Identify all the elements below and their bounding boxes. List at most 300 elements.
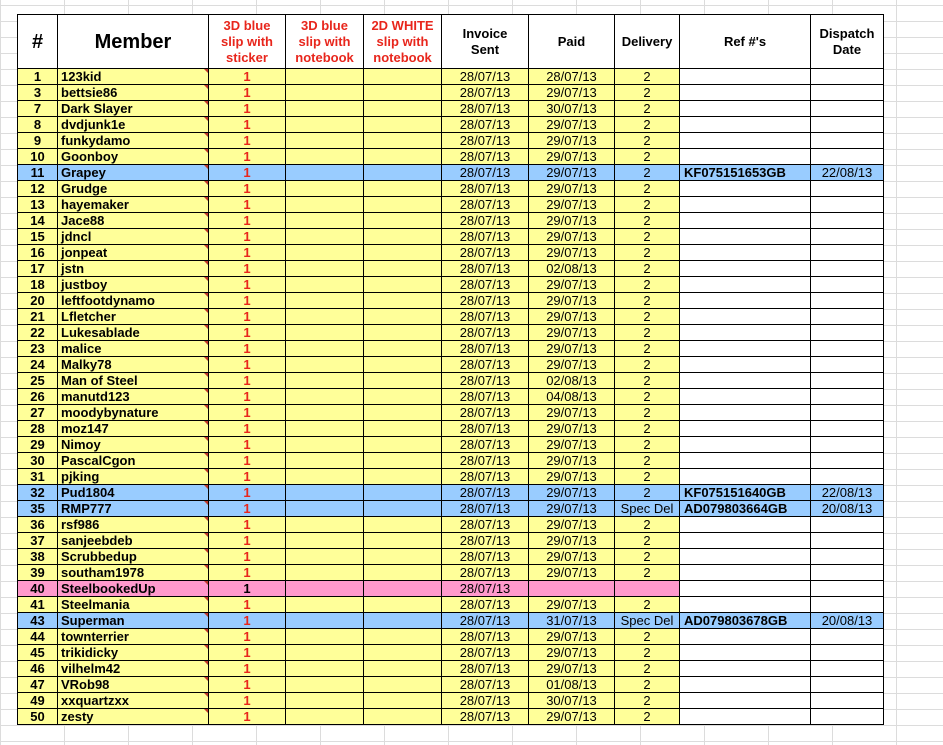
cell-ref[interactable]: KF075151640GB	[680, 485, 811, 501]
cell-2d-white-notebook[interactable]	[364, 373, 442, 389]
cell-paid[interactable]: 29/07/13	[529, 437, 615, 453]
cell-delivery[interactable]: 2	[615, 229, 680, 245]
cell-member[interactable]: VRob98	[58, 677, 209, 693]
cell-delivery[interactable]: 2	[615, 325, 680, 341]
cell-ref[interactable]	[680, 597, 811, 613]
cell-3d-blue-sticker[interactable]: 1	[209, 85, 286, 101]
cell-member[interactable]: xxquartzxx	[58, 693, 209, 709]
cell-2d-white-notebook[interactable]	[364, 101, 442, 117]
cell-paid[interactable]: 02/08/13	[529, 373, 615, 389]
cell-number[interactable]: 31	[18, 469, 58, 485]
cell-invoice-sent[interactable]: 28/07/13	[442, 693, 529, 709]
cell-2d-white-notebook[interactable]	[364, 549, 442, 565]
cell-3d-blue-notebook[interactable]	[286, 293, 364, 309]
cell-delivery[interactable]: 2	[615, 661, 680, 677]
cell-2d-white-notebook[interactable]	[364, 613, 442, 629]
cell-3d-blue-sticker[interactable]: 1	[209, 517, 286, 533]
cell-3d-blue-notebook[interactable]	[286, 245, 364, 261]
cell-invoice-sent[interactable]: 28/07/13	[442, 69, 529, 85]
cell-number[interactable]: 29	[18, 437, 58, 453]
cell-member[interactable]: pjking	[58, 469, 209, 485]
cell-3d-blue-notebook[interactable]	[286, 517, 364, 533]
cell-invoice-sent[interactable]: 28/07/13	[442, 709, 529, 725]
cell-dispatch-date[interactable]	[811, 693, 884, 709]
cell-paid[interactable]	[529, 581, 615, 597]
cell-3d-blue-notebook[interactable]	[286, 549, 364, 565]
cell-3d-blue-sticker[interactable]: 1	[209, 661, 286, 677]
cell-paid[interactable]: 29/07/13	[529, 709, 615, 725]
cell-3d-blue-notebook[interactable]	[286, 501, 364, 517]
cell-2d-white-notebook[interactable]	[364, 197, 442, 213]
cell-3d-blue-notebook[interactable]	[286, 101, 364, 117]
cell-number[interactable]: 45	[18, 645, 58, 661]
cell-ref[interactable]	[680, 629, 811, 645]
cell-3d-blue-sticker[interactable]: 1	[209, 69, 286, 85]
cell-member[interactable]: Lfletcher	[58, 309, 209, 325]
cell-3d-blue-sticker[interactable]: 1	[209, 485, 286, 501]
cell-delivery[interactable]: 2	[615, 341, 680, 357]
cell-number[interactable]: 50	[18, 709, 58, 725]
cell-delivery[interactable]: 2	[615, 181, 680, 197]
cell-number[interactable]: 15	[18, 229, 58, 245]
cell-member[interactable]: Pud1804	[58, 485, 209, 501]
cell-dispatch-date[interactable]	[811, 229, 884, 245]
cell-paid[interactable]: 29/07/13	[529, 85, 615, 101]
cell-ref[interactable]	[680, 581, 811, 597]
cell-dispatch-date[interactable]	[811, 469, 884, 485]
cell-paid[interactable]: 30/07/13	[529, 693, 615, 709]
cell-delivery[interactable]: 2	[615, 517, 680, 533]
cell-3d-blue-notebook[interactable]	[286, 421, 364, 437]
cell-ref[interactable]	[680, 309, 811, 325]
cell-paid[interactable]: 01/08/13	[529, 677, 615, 693]
cell-dispatch-date[interactable]	[811, 197, 884, 213]
cell-2d-white-notebook[interactable]	[364, 645, 442, 661]
cell-2d-white-notebook[interactable]	[364, 309, 442, 325]
cell-dispatch-date[interactable]	[811, 389, 884, 405]
cell-invoice-sent[interactable]: 28/07/13	[442, 117, 529, 133]
cell-3d-blue-notebook[interactable]	[286, 629, 364, 645]
cell-3d-blue-sticker[interactable]: 1	[209, 117, 286, 133]
cell-paid[interactable]: 29/07/13	[529, 597, 615, 613]
cell-dispatch-date[interactable]	[811, 101, 884, 117]
cell-ref[interactable]	[680, 181, 811, 197]
cell-3d-blue-notebook[interactable]	[286, 341, 364, 357]
cell-member[interactable]: jonpeat	[58, 245, 209, 261]
cell-delivery[interactable]: 2	[615, 277, 680, 293]
col-header-dispatch-date[interactable]	[811, 15, 884, 69]
cell-member[interactable]: vilhelm42	[58, 661, 209, 677]
cell-ref[interactable]	[680, 101, 811, 117]
cell-3d-blue-notebook[interactable]	[286, 693, 364, 709]
cell-paid[interactable]: 29/07/13	[529, 309, 615, 325]
cell-ref[interactable]	[680, 245, 811, 261]
cell-paid[interactable]: 02/08/13	[529, 261, 615, 277]
cell-member[interactable]: funkydamo	[58, 133, 209, 149]
cell-invoice-sent[interactable]: 28/07/13	[442, 661, 529, 677]
cell-member[interactable]: RMP777	[58, 501, 209, 517]
cell-invoice-sent[interactable]: 28/07/13	[442, 325, 529, 341]
cell-paid[interactable]: 29/07/13	[529, 645, 615, 661]
cell-paid[interactable]: 29/07/13	[529, 213, 615, 229]
cell-2d-white-notebook[interactable]	[364, 69, 442, 85]
cell-dispatch-date[interactable]	[811, 357, 884, 373]
cell-delivery[interactable]: 2	[615, 629, 680, 645]
cell-delivery[interactable]: 2	[615, 197, 680, 213]
cell-ref[interactable]	[680, 693, 811, 709]
col-header-2d-white-notebook[interactable]	[364, 15, 442, 69]
cell-number[interactable]: 16	[18, 245, 58, 261]
cell-paid[interactable]: 04/08/13	[529, 389, 615, 405]
cell-2d-white-notebook[interactable]	[364, 421, 442, 437]
cell-paid[interactable]: 29/07/13	[529, 277, 615, 293]
cell-ref[interactable]	[680, 421, 811, 437]
cell-number[interactable]: 35	[18, 501, 58, 517]
cell-dispatch-date[interactable]	[811, 117, 884, 133]
cell-2d-white-notebook[interactable]	[364, 277, 442, 293]
cell-invoice-sent[interactable]: 28/07/13	[442, 677, 529, 693]
cell-paid[interactable]: 29/07/13	[529, 469, 615, 485]
cell-2d-white-notebook[interactable]	[364, 149, 442, 165]
cell-3d-blue-notebook[interactable]	[286, 357, 364, 373]
col-header-number[interactable]: #	[18, 15, 58, 69]
cell-2d-white-notebook[interactable]	[364, 341, 442, 357]
cell-ref[interactable]	[680, 709, 811, 725]
cell-2d-white-notebook[interactable]	[364, 469, 442, 485]
cell-3d-blue-sticker[interactable]: 1	[209, 133, 286, 149]
cell-invoice-sent[interactable]: 28/07/13	[442, 181, 529, 197]
cell-invoice-sent[interactable]: 28/07/13	[442, 565, 529, 581]
cell-member[interactable]: manutd123	[58, 389, 209, 405]
cell-number[interactable]: 38	[18, 549, 58, 565]
cell-number[interactable]: 37	[18, 533, 58, 549]
cell-invoice-sent[interactable]: 28/07/13	[442, 165, 529, 181]
cell-ref[interactable]	[680, 373, 811, 389]
cell-delivery[interactable]: 2	[615, 165, 680, 181]
cell-number[interactable]: 49	[18, 693, 58, 709]
cell-number[interactable]: 14	[18, 213, 58, 229]
cell-dispatch-date[interactable]: 20/08/13	[811, 613, 884, 629]
cell-3d-blue-sticker[interactable]: 1	[209, 629, 286, 645]
cell-3d-blue-sticker[interactable]: 1	[209, 277, 286, 293]
cell-member[interactable]: Grapey	[58, 165, 209, 181]
cell-2d-white-notebook[interactable]	[364, 357, 442, 373]
cell-2d-white-notebook[interactable]	[364, 517, 442, 533]
cell-3d-blue-sticker[interactable]: 1	[209, 245, 286, 261]
cell-paid[interactable]: 29/07/13	[529, 453, 615, 469]
cell-invoice-sent[interactable]: 28/07/13	[442, 597, 529, 613]
cell-member[interactable]: hayemaker	[58, 197, 209, 213]
cell-3d-blue-sticker[interactable]: 1	[209, 309, 286, 325]
cell-ref[interactable]	[680, 117, 811, 133]
cell-delivery[interactable]: 2	[615, 677, 680, 693]
cell-dispatch-date[interactable]	[811, 85, 884, 101]
cell-invoice-sent[interactable]: 28/07/13	[442, 277, 529, 293]
cell-delivery[interactable]: 2	[615, 117, 680, 133]
cell-member[interactable]: Superman	[58, 613, 209, 629]
cell-dispatch-date[interactable]	[811, 629, 884, 645]
cell-2d-white-notebook[interactable]	[364, 181, 442, 197]
cell-number[interactable]: 13	[18, 197, 58, 213]
cell-dispatch-date[interactable]	[811, 277, 884, 293]
cell-delivery[interactable]: 2	[615, 485, 680, 501]
cell-delivery[interactable]: 2	[615, 453, 680, 469]
cell-3d-blue-sticker[interactable]: 1	[209, 357, 286, 373]
cell-invoice-sent[interactable]: 28/07/13	[442, 149, 529, 165]
cell-delivery[interactable]	[615, 581, 680, 597]
cell-invoice-sent[interactable]: 28/07/13	[442, 197, 529, 213]
cell-number[interactable]: 28	[18, 421, 58, 437]
cell-delivery[interactable]: 2	[615, 309, 680, 325]
cell-3d-blue-notebook[interactable]	[286, 597, 364, 613]
cell-ref[interactable]: AD079803678GB	[680, 613, 811, 629]
cell-member[interactable]: Jace88	[58, 213, 209, 229]
cell-invoice-sent[interactable]: 28/07/13	[442, 533, 529, 549]
cell-2d-white-notebook[interactable]	[364, 325, 442, 341]
cell-3d-blue-notebook[interactable]	[286, 117, 364, 133]
cell-ref[interactable]	[680, 533, 811, 549]
cell-3d-blue-notebook[interactable]	[286, 389, 364, 405]
cell-3d-blue-notebook[interactable]	[286, 405, 364, 421]
cell-ref[interactable]	[680, 133, 811, 149]
cell-ref[interactable]	[680, 549, 811, 565]
cell-ref[interactable]	[680, 469, 811, 485]
cell-delivery[interactable]: 2	[615, 549, 680, 565]
cell-number[interactable]: 41	[18, 597, 58, 613]
cell-ref[interactable]	[680, 565, 811, 581]
cell-3d-blue-notebook[interactable]	[286, 229, 364, 245]
cell-ref[interactable]	[680, 341, 811, 357]
cell-3d-blue-sticker[interactable]: 1	[209, 421, 286, 437]
cell-paid[interactable]: 29/07/13	[529, 501, 615, 517]
cell-paid[interactable]: 29/07/13	[529, 549, 615, 565]
cell-2d-white-notebook[interactable]	[364, 693, 442, 709]
cell-delivery[interactable]: 2	[615, 533, 680, 549]
cell-3d-blue-sticker[interactable]: 1	[209, 389, 286, 405]
cell-member[interactable]: Scrubbedup	[58, 549, 209, 565]
cell-ref[interactable]	[680, 325, 811, 341]
cell-paid[interactable]: 29/07/13	[529, 245, 615, 261]
cell-member[interactable]: jdncl	[58, 229, 209, 245]
cell-delivery[interactable]: 2	[615, 693, 680, 709]
cell-delivery[interactable]: 2	[615, 213, 680, 229]
cell-3d-blue-sticker[interactable]: 1	[209, 405, 286, 421]
cell-delivery[interactable]: 2	[615, 437, 680, 453]
cell-number[interactable]: 32	[18, 485, 58, 501]
cell-dispatch-date[interactable]: 22/08/13	[811, 165, 884, 181]
cell-member[interactable]: zesty	[58, 709, 209, 725]
cell-3d-blue-notebook[interactable]	[286, 261, 364, 277]
cell-invoice-sent[interactable]: 28/07/13	[442, 389, 529, 405]
cell-3d-blue-notebook[interactable]	[286, 85, 364, 101]
cell-number[interactable]: 17	[18, 261, 58, 277]
cell-member[interactable]: townterrier	[58, 629, 209, 645]
cell-dispatch-date[interactable]	[811, 181, 884, 197]
cell-member[interactable]: moodybynature	[58, 405, 209, 421]
cell-2d-white-notebook[interactable]	[364, 117, 442, 133]
cell-3d-blue-notebook[interactable]	[286, 165, 364, 181]
cell-ref[interactable]	[680, 437, 811, 453]
cell-ref[interactable]	[680, 197, 811, 213]
cell-paid[interactable]: 29/07/13	[529, 133, 615, 149]
cell-invoice-sent[interactable]: 28/07/13	[442, 101, 529, 117]
cell-dispatch-date[interactable]	[811, 373, 884, 389]
cell-paid[interactable]: 29/07/13	[529, 197, 615, 213]
cell-2d-white-notebook[interactable]	[364, 565, 442, 581]
col-header-invoice-sent[interactable]	[442, 15, 529, 69]
cell-3d-blue-notebook[interactable]	[286, 485, 364, 501]
cell-member[interactable]: SteelbookedUp	[58, 581, 209, 597]
cell-3d-blue-sticker[interactable]: 1	[209, 197, 286, 213]
cell-invoice-sent[interactable]: 28/07/13	[442, 85, 529, 101]
cell-dispatch-date[interactable]	[811, 421, 884, 437]
cell-ref[interactable]: KF075151653GB	[680, 165, 811, 181]
cell-3d-blue-notebook[interactable]	[286, 581, 364, 597]
cell-3d-blue-sticker[interactable]: 1	[209, 149, 286, 165]
cell-2d-white-notebook[interactable]	[364, 165, 442, 181]
cell-2d-white-notebook[interactable]	[364, 437, 442, 453]
cell-2d-white-notebook[interactable]	[364, 261, 442, 277]
cell-delivery[interactable]: 2	[615, 357, 680, 373]
cell-3d-blue-sticker[interactable]: 1	[209, 709, 286, 725]
cell-invoice-sent[interactable]: 28/07/13	[442, 373, 529, 389]
cell-delivery[interactable]: 2	[615, 373, 680, 389]
cell-ref[interactable]	[680, 261, 811, 277]
cell-member[interactable]: Steelmania	[58, 597, 209, 613]
cell-member[interactable]: trikidicky	[58, 645, 209, 661]
cell-member[interactable]: Nimoy	[58, 437, 209, 453]
cell-dispatch-date[interactable]	[811, 405, 884, 421]
cell-3d-blue-notebook[interactable]	[286, 373, 364, 389]
cell-ref[interactable]	[680, 69, 811, 85]
cell-number[interactable]: 40	[18, 581, 58, 597]
cell-3d-blue-notebook[interactable]	[286, 277, 364, 293]
cell-3d-blue-notebook[interactable]	[286, 69, 364, 85]
cell-number[interactable]: 27	[18, 405, 58, 421]
cell-number[interactable]: 9	[18, 133, 58, 149]
cell-number[interactable]: 30	[18, 453, 58, 469]
cell-paid[interactable]: 30/07/13	[529, 101, 615, 117]
cell-number[interactable]: 12	[18, 181, 58, 197]
cell-delivery[interactable]: 2	[615, 421, 680, 437]
cell-ref[interactable]	[680, 229, 811, 245]
cell-dispatch-date[interactable]	[811, 517, 884, 533]
cell-ref[interactable]	[680, 517, 811, 533]
col-header-paid[interactable]: Paid	[529, 15, 615, 69]
cell-ref[interactable]: AD079803664GB	[680, 501, 811, 517]
cell-dispatch-date[interactable]	[811, 661, 884, 677]
cell-3d-blue-sticker[interactable]: 1	[209, 325, 286, 341]
cell-number[interactable]: 10	[18, 149, 58, 165]
cell-number[interactable]: 26	[18, 389, 58, 405]
cell-invoice-sent[interactable]: 28/07/13	[442, 261, 529, 277]
cell-2d-white-notebook[interactable]	[364, 581, 442, 597]
cell-dispatch-date[interactable]	[811, 597, 884, 613]
cell-3d-blue-sticker[interactable]: 1	[209, 581, 286, 597]
cell-dispatch-date[interactable]	[811, 549, 884, 565]
cell-number[interactable]: 47	[18, 677, 58, 693]
cell-number[interactable]: 21	[18, 309, 58, 325]
cell-number[interactable]: 23	[18, 341, 58, 357]
cell-3d-blue-notebook[interactable]	[286, 213, 364, 229]
cell-3d-blue-notebook[interactable]	[286, 533, 364, 549]
cell-paid[interactable]: 29/07/13	[529, 421, 615, 437]
cell-number[interactable]: 44	[18, 629, 58, 645]
cell-member[interactable]: southam1978	[58, 565, 209, 581]
cell-2d-white-notebook[interactable]	[364, 85, 442, 101]
cell-member[interactable]: Lukesablade	[58, 325, 209, 341]
cell-delivery[interactable]: Spec Del	[615, 613, 680, 629]
cell-3d-blue-notebook[interactable]	[286, 453, 364, 469]
cell-3d-blue-sticker[interactable]: 1	[209, 341, 286, 357]
cell-ref[interactable]	[680, 277, 811, 293]
cell-number[interactable]: 18	[18, 277, 58, 293]
cell-3d-blue-notebook[interactable]	[286, 133, 364, 149]
cell-member[interactable]: justboy	[58, 277, 209, 293]
cell-paid[interactable]: 29/07/13	[529, 485, 615, 501]
cell-3d-blue-sticker[interactable]: 1	[209, 437, 286, 453]
col-header-3d-blue-sticker[interactable]	[209, 15, 286, 69]
cell-dispatch-date[interactable]	[811, 453, 884, 469]
cell-2d-white-notebook[interactable]	[364, 293, 442, 309]
cell-member[interactable]: rsf986	[58, 517, 209, 533]
cell-paid[interactable]: 29/07/13	[529, 325, 615, 341]
cell-number[interactable]: 24	[18, 357, 58, 373]
cell-delivery[interactable]: 2	[615, 133, 680, 149]
cell-paid[interactable]: 29/07/13	[529, 357, 615, 373]
cell-member[interactable]: moz147	[58, 421, 209, 437]
cell-paid[interactable]: 29/07/13	[529, 629, 615, 645]
cell-invoice-sent[interactable]: 28/07/13	[442, 357, 529, 373]
cell-number[interactable]: 20	[18, 293, 58, 309]
cell-paid[interactable]: 29/07/13	[529, 517, 615, 533]
cell-number[interactable]: 22	[18, 325, 58, 341]
cell-dispatch-date[interactable]	[811, 677, 884, 693]
cell-ref[interactable]	[680, 661, 811, 677]
cell-3d-blue-notebook[interactable]	[286, 645, 364, 661]
cell-invoice-sent[interactable]: 28/07/13	[442, 421, 529, 437]
cell-dispatch-date[interactable]	[811, 133, 884, 149]
cell-invoice-sent[interactable]: 28/07/13	[442, 485, 529, 501]
cell-3d-blue-notebook[interactable]	[286, 181, 364, 197]
cell-3d-blue-notebook[interactable]	[286, 565, 364, 581]
cell-ref[interactable]	[680, 389, 811, 405]
cell-3d-blue-sticker[interactable]: 1	[209, 565, 286, 581]
cell-2d-white-notebook[interactable]	[364, 677, 442, 693]
cell-paid[interactable]: 28/07/13	[529, 69, 615, 85]
cell-3d-blue-sticker[interactable]: 1	[209, 677, 286, 693]
cell-3d-blue-notebook[interactable]	[286, 309, 364, 325]
cell-member[interactable]: PascalCgon	[58, 453, 209, 469]
cell-3d-blue-notebook[interactable]	[286, 613, 364, 629]
cell-paid[interactable]: 29/07/13	[529, 565, 615, 581]
cell-member[interactable]: Man of Steel	[58, 373, 209, 389]
cell-member[interactable]: Malky78	[58, 357, 209, 373]
cell-3d-blue-sticker[interactable]: 1	[209, 261, 286, 277]
cell-invoice-sent[interactable]: 28/07/13	[442, 501, 529, 517]
cell-delivery[interactable]: 2	[615, 245, 680, 261]
cell-paid[interactable]: 29/07/13	[529, 181, 615, 197]
cell-invoice-sent[interactable]: 28/07/13	[442, 341, 529, 357]
cell-member[interactable]: malice	[58, 341, 209, 357]
cell-paid[interactable]: 29/07/13	[529, 229, 615, 245]
cell-3d-blue-sticker[interactable]: 1	[209, 213, 286, 229]
cell-dispatch-date[interactable]	[811, 565, 884, 581]
cell-invoice-sent[interactable]: 28/07/13	[442, 293, 529, 309]
cell-3d-blue-sticker[interactable]: 1	[209, 549, 286, 565]
cell-member[interactable]: sanjeebdeb	[58, 533, 209, 549]
cell-number[interactable]: 36	[18, 517, 58, 533]
